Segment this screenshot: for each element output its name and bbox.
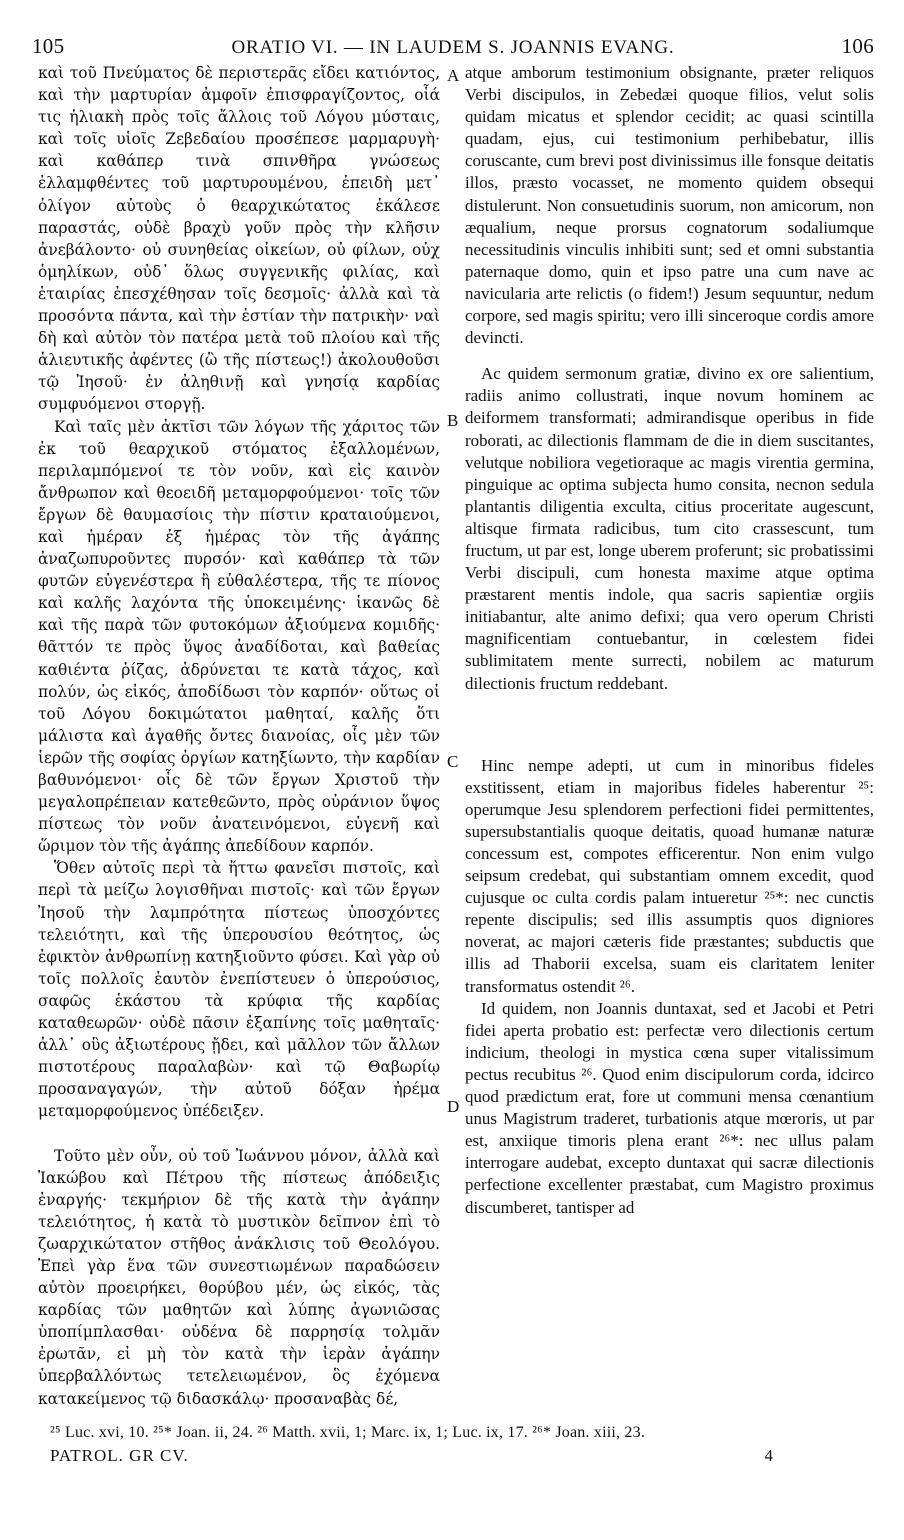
page-header	[32, 34, 874, 64]
latin-column	[465, 62, 874, 1422]
latin-paragraph-4: Id quidem, non Joannis duntaxat, sed et Jacobi et Petri fidei aperta probatio est: perfectæ vero dilectionis certum indicium, theologi in mystica cœna super vitalissimum pectus recubitus ²⁶. Quod enim discipulorum corda, idcirco quod prædictum erat, fore ut communi mensa cœnantium unus Magistrum traderet, turbationis atque mœroris, ut par est, anxiique timoris plena erant ²⁶*: nec ullus palam interrogare audebat, excepto duntaxat qui sacræ dilectionis perfectione excellenter præstabat, cum Magistro proximus discumberet, tantisper ad	[465, 998, 874, 1217]
margin-marker-d: D	[447, 1097, 460, 1116]
margin-marker-a: A	[447, 66, 460, 85]
latin-paragraph-3: Hinc nempe adepti, ut cum in minoribus fideles exstitissent, etiam in majoribus fideles haberentur ²⁵: operumque Jesu splendorem perfectioni fidei permittentes, supersubstantialis quoque deitatis, quoad humanæ naturæ concessum est, compotes efficerentur. Non enim vulgo seipsum credebat, qui substantiam omnem excedit, quod cujusque oc culta cordis palam intueretur ²⁵*: nec cunctis repente discipulis; sed illis assumptis quos digniores noverat, ac majori cæteris fide præstantes; subductis que illis ad Thaborii excelsa, suam eis claritatem leniter transformatus ostendit ²⁶.	[465, 755, 874, 996]
footnote-references: ²⁵ Luc. xvi, 10. ²⁵* Joan. ii, 24. ²⁶ Matth. xvii, 1; Marc. ix, 1; Luc. ix, 17. ²⁶* Joan. xiii, 23.	[50, 1424, 646, 1441]
signature-mark: 4	[764, 1446, 774, 1465]
right-page-number: 106	[841, 34, 874, 58]
footnotes	[50, 1424, 864, 1466]
running-title: ORATIO VI. — IN LAUDEM S. JOANNIS EVANG.	[231, 37, 675, 58]
latin-paragraph-1: atque amborum testimonium obsignante, præter reliquos Verbi discipulos, in Zebedæi quoque filios, velut solis quidam micatus et splendor cecidit; ac quasi scintilla quadam, ejus, cui testimonium perhibebatur, illis coruscante, cum brevi post divinissimus ille fonsque deitatis illos, præsto vocasset, ne momento quidem obsequi distulerunt. Non consuetudinis suorum, non amicorum, non æqualium, neque prorsus cognatorum sodaliumque necessitudinis vinculis inhibiti sunt; sed et omni substantia paternaque domo, quin et ipso patre una cum nave ac navicularia arte relictis (o fidem!) Jesum sequuntur, nedum corpore, sed magis spiritu; vero illi sinceroque cordis amore devincti.	[465, 63, 874, 348]
greek-paragraph-4: Τοῦτο μὲν οὖν, οὐ τοῦ Ἰωάννου μόνον, ἀλλὰ καὶ Ἰακώβου καὶ Πέτρου τῆς πίστεως ἀπόδειξις ἐναργής· τεκμήριον δὲ τῆς κατὰ τὴν ἀγάπην τελειότητος, ἡ κατὰ τὸ μυστικὸν δεῖπνον ἐπὶ τὸ ζωαρχικώτατον στῆθος ἀνάκλισις τοῦ Θεολόγου. Ἐπεὶ γὰρ ἕνα τῶν συνεστιωμένων παραδώσειν αὐτὸν προειρήκει, θορύβου μέν, ὡς εἰκός, τὰς καρδίας τῶν μαθητῶν καὶ λύπης ἀγωνιῶσας ὑποπίμπλασθαι· οὐδένα δὲ παρρησίᾳ τολμᾶν ἐρωτᾶν, εἰ μὴ τὸν κατὰ τὴν ἱερὰν ἀγάπην ὑπερβαλλόντως τετελειωμένον, ὃς ἐχόμενα κατακείμενος τῷ διδασκάλῳ· προσαναβὰς δέ,	[38, 1146, 440, 1408]
greek-column	[38, 62, 440, 1422]
margin-marker-b: B	[447, 411, 459, 430]
margin-marker-c: C	[447, 752, 459, 771]
left-page-number: 105	[32, 34, 65, 58]
greek-paragraph-2: Καὶ ταῖς μὲν ἀκτῖσι τῶν λόγων τῆς χάριτος τῶν ἐκ τοῦ θεαρχικοῦ στόματος ἐξαλλομένων, περιλαμπόμενοί τε τὸν νοῦν, καὶ εἰς καινὸν ἄνθρωπον καὶ θεοειδῆ μεταμορφούμενοι· τοῖς τῶν ἔργων δὲ θαυμασίοις τὴν πίστιν κραταιούμενοι, καὶ ἡμέραν ἐξ ἡμέρας τὸν τῆς ἀγάπης ἀναζωπυροῦντες πυρσόν· καὶ καθάπερ τὰ τῶν φυτῶν εὐγενέστερα ἢ εὐθαλέστερα, τῆς τε πίονος καὶ καλῆς λαχόντα τῆς ὑποκειμένης· ἱκανῶς δὲ καὶ τῆς παρὰ τῶν φυτοκόμων ἀξιούμενα κομιδῆς· θᾶττόν τε πρὸς ὕψος ἀναδίδοται, καὶ βαθείας καθιέντα ῥίζας, ἁδρύνεται τε κατὰ τάχος, καὶ πολύν, ὡς εἰκός, ἀποδίδωσι τὸν καρπόν· οὕτως οἱ τοῦ Λόγου δοκιμώτατοι μαθηταί, καλῆς ὅτι μάλιστα καὶ ἀγαθῆς ὄντες διανοίας, οἷς μὲν τῶν ἱερῶν τῆς σοφίας ὀργίων κατηξίωντο, τὴν καρδίαν βαθυνόμενοι· οἷς δὲ τῶν ἔργων Χριστοῦ τὴν μεγαλοπρέπειαν κατεθεῶντο, πρὸς οὐράνιον ὕψος πίστεως τὸν νοῦν ἀνατεινόμενοι, εὐγενῆ καὶ ὥριμον τὸν τῆς ἀγάπης ἀπεδίδουν καρπόν.	[38, 417, 440, 856]
series-label: PATROL. GR CV.	[50, 1446, 189, 1465]
greek-paragraph-1: καὶ τοῦ Πνεύματος δὲ περιστερᾶς εἴδει κατιόντος, καὶ τὴν μαρτυρίαν ἀμφοῖν ἐπισφραγίζοντος, οἷά τις ἡλιακὴ πρὸς τοῖς ἄλλοις τοῦ Λόγου μύσταις, καὶ τοῖς υἱοῖς Ζεβεδαίου προσέπεσε μαρμαρυγὴ· καὶ καθάπερ τινὰ σπινθῆρα γνώσεως ἐλλαμφθέντες τοῦ μαρτυρουμένου, ἐπειδὴ μετ᾽ ὀλίγον αὐτοὺς ὁ θεαρχικώτατος ἐκάλεσε παραστάς, οὐδὲ βραχὺ γοῦν πρὸς τὴν κλῆσιν ἀνεβάλοντο· οὐ συνηθείας οἰκείων, οὐ φίλων, οὐχ ὁμηλίκων, οὐδ᾽ ὅλως συγγενικῆς φιλίας, καὶ ἑταιρίας ἐπεσχέθησαν τοῖς δεσμοῖς· ἀλλὰ καὶ τὰ προσόντα πάντα, καὶ τὴν ἑστίαν τὴν πατρικὴν· ναὶ δὴ καὶ αὐτὸν τὸν πατέρα μετὰ τοῦ πλοίου καὶ τῆς ἁλιευτικῆς ἀφέντες (ὢ τῆς πίστεως!) ἀκολουθοῦσι τῷ Ἰησοῦ· ἐν ἀληθινῇ καὶ γνησίᾳ καρδίας συμφυόμενοι στοργῇ.	[38, 64, 440, 414]
greek-paragraph-3: Ὅθεν αὐτοῖς περὶ τὰ ἥττω φανεῖσι πιστοῖς, καὶ περὶ τὰ μείζω λογισθῆναι πιστοῖς· καὶ τῶν ἔργων Ἰησοῦ τὴν λαμπρότητα πίστεως ὑποσχόντες τελειότητι, καὶ τῆς ὑπερουσίου θεότητος, ὡς ἐφικτὸν ἀνθρωπίνῃ κατηξιοῦντο φύσει. Καὶ γὰρ οὐ τοῖς πολλοῖς ἑαυτὸν ἐνεπίστευεν ὁ ὑπερούσιος, σαφῶς ἑκάστου τὰ κρύφια τῆς καρδίας καταθεωρῶν· οὐδὲ πᾶσιν ἐξαπίνης τοῖς μαθηταῖς· ἀλλ᾽ οὓς ἀξιωτέρους ᾔδει, καὶ μᾶλλον τῶν ἄλλων πιστοτέρους παραλαβὼν· καὶ τῷ Θαβωρίῳ προσαναγαγών, τὴν αὐτοῦ δόξαν ἠρέμα μεταμορφούμενος ὑπέδειξεν.	[38, 859, 440, 1121]
latin-paragraph-2: Ac quidem sermonum gratiæ, divino ex ore salientium, radiis animo collustrati, inque novum hominem ac deiformem transformati; admirandisque operibus in fide roborati, ac dilectionis flammam de die in diem suscitantes, velutque nobiliora vegetioraque ac magis virentia germina, pinguique ac optima subjecta humo consita, necnon sedula plantantis diligentia exculta, citius proceritate augescunt, altisque firmata radicibus, tum cito crassescunt, tum fructum, ut par est, longe uberem proferunt; sic probatissimi Verbi discipuli, cum honesta maxime atque optima præstarent mentis indole, qua sacris sapientiæ orgiis initiabantur, alte animo defixi; qua vero operum Christi magnificentiam contuebantur, in cœlestem fidei sublimitatem mente surrecti, nobilem ac maturum dilectionis fructum reddebant.	[465, 364, 874, 693]
